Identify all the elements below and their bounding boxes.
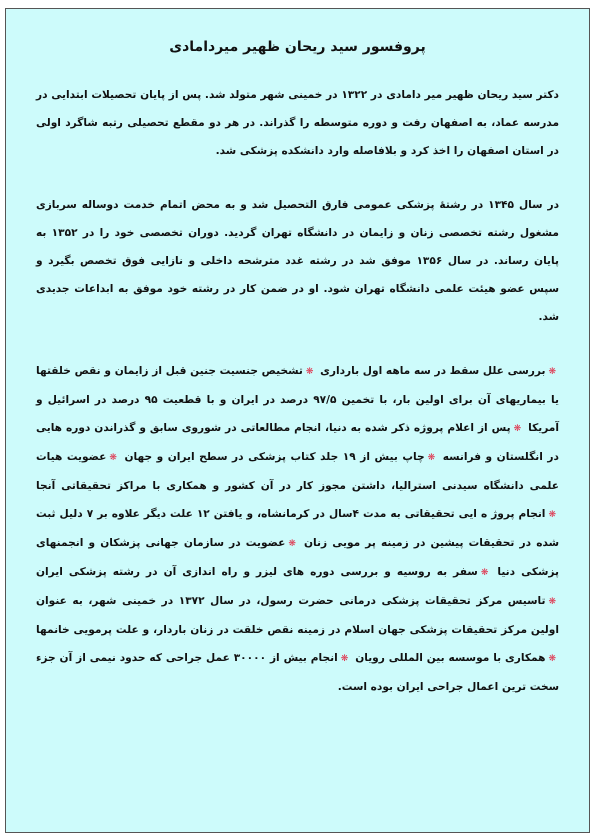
bullet-star-icon: ❋ xyxy=(288,539,296,549)
bullet-star-icon: ❋ xyxy=(548,597,556,607)
document-page xyxy=(5,8,590,833)
bullet-star-icon: ❋ xyxy=(340,654,349,664)
achievement-item: سفر به روسیه و بررسی دوره های لیزر و راه اندازی آن در رشته پزشکی ایران xyxy=(36,566,478,578)
page-title: پروفسور سید ریحان ظهیر میردامادی xyxy=(169,39,426,55)
achievement-item: بررسی علل سقط در سه ماهه اول بارداری xyxy=(320,365,546,377)
achievement-item: انجام پروژ ه ایی تحقیقاتی به مدت ۴سال در کرمانشاه، و یافتن ۱۲ علت دیگر علاوه بر ۷ دلیل ثبت شده در تحقیقات پیشین در زمینه پر مویی زنان xyxy=(36,508,559,549)
achievement-item: تشخیص جنسیت جنین قبل از زایمان و نقص خلقتها یا بیماریهای آن برای اولین بار، با تخمین ۹۷/۵ درصد در ایران و با قطعیت ۹۵ درصد در اسرائیل و آمریکا xyxy=(36,365,559,434)
bullet-star-icon: ❋ xyxy=(548,510,556,520)
document-body xyxy=(36,81,559,701)
achievement-item: همکاری با موسسه بین المللی رویان xyxy=(355,652,546,664)
achievement-item: پس از اعلام پروژه ذکر شده به دنیا، انجام مطالعاتی در شوروی سابق و گذراندن دوره هایی در انگلستان و فرانسه xyxy=(36,422,559,463)
bullet-star-icon: ❋ xyxy=(548,367,556,377)
achievements-list xyxy=(36,357,559,701)
bullet-star-icon: ❋ xyxy=(548,654,556,664)
achievement-item: تاسیس مرکز تحقیقات پزشکی درمانی حضرت رسول، در سال ۱۳۷۲ در خمینی شهر، به عنوان اولین مرکز تحقیقات پزشکی جهان اسلام در زمینه نقص خلقت در زنان باردار، و علت پرمویی خانمها xyxy=(36,595,559,636)
achievement-item: انجام بیش از ۳۰۰۰۰ عمل جراحی که حدود نیمی از آن جزء سخت ترین اعمال جراحی ایران بوده است. xyxy=(36,652,559,693)
achievement-item: چاپ بیش از ۱۹ جلد کتاب پزشکی در سطح ایران و جهان xyxy=(124,451,425,463)
career-paragraph: در سال ۱۳۴۵ در رشتهٔ پزشکی عمومی فارق التحصیل شد و به محض اتمام خدمت دوساله سربازی مشغول رشته تخصصی زنان و زایمان در دانشگاه تهران گردید. دوران تخصصی خود را در ۱۳۵۲ به پایان رساند. در سال ۱۳۵۶ موفق شد در رشته غدد مترشحه داخلی و نازایی فوق تخصص بگیرد و سپس عضو هیئت علمی دانشگاه تهران شود. او در ضمن کار در رشته خود موفق به ابداعات جدیدی شد. xyxy=(36,199,560,323)
bullet-star-icon: ❋ xyxy=(109,453,117,463)
achievement-item: عضویت هیات علمی دانشگاه سیدنی استرالیا، داشتن مجوز کار در آن کشور و همکاری با مراکز تحقیقاتی آنجا xyxy=(36,451,559,492)
bullet-star-icon: ❋ xyxy=(513,424,522,434)
bullet-star-icon: ❋ xyxy=(480,568,489,578)
achievement-item: عضویت در سازمان جهانی پزشکان و انجمنهای پزشکی دنیا xyxy=(36,537,559,578)
bullet-star-icon: ❋ xyxy=(427,453,436,463)
bullet-star-icon: ❋ xyxy=(305,367,314,377)
intro-paragraph: دکتر سید ریحان ظهیر میر دامادی در ۱۳۲۲ در خمینی شهر متولد شد. پس از پایان تحصیلات ابتدایی در مدرسه عماد، به اصفهان رفت و دوره متوسطه را گذراند. در هر دو مقطع تحصیلی رتبه شاگرد اولی در استان اصفهان را اخذ کرد و بلافاصله وارد دانشکده پزشکی شد. xyxy=(36,89,559,157)
